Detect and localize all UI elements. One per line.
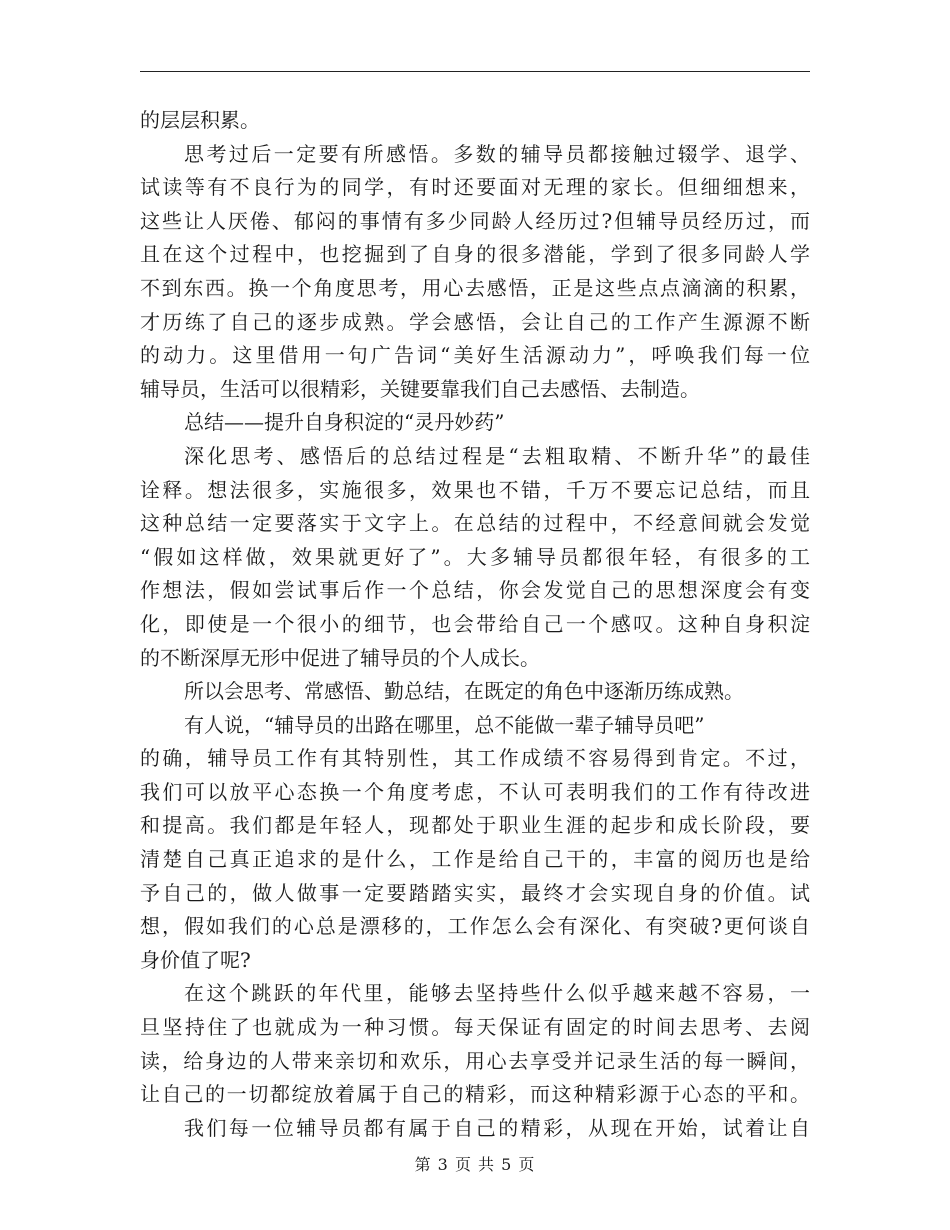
text-line: 所以会思考、常感悟、勤总结，在既定的角色中逐渐历练成熟。 bbox=[184, 679, 744, 704]
text-line: 我们每一位辅导员都有属于自己的精彩，从现在开始，试着让自 bbox=[184, 1115, 810, 1140]
text-line: 的层层积累。 bbox=[140, 108, 260, 132]
text-line: 试读等有不良行为的同学，有时还要面对无理的家长。但细细想来， bbox=[140, 175, 810, 200]
text-line: 让自己的一切都绽放着属于自己的精彩，而这种精彩源于心态的平和。 bbox=[140, 1082, 810, 1107]
text-line: 且在这个过程中，也挖掘到了自身的很多潜能，学到了很多同龄人学 bbox=[140, 242, 810, 267]
text-line: 深化思考、感悟后的总结过程是“去粗取精、不断升华”的最佳 bbox=[184, 443, 810, 468]
text-line: 的不断深厚无形中促进了辅导员的个人成长。 bbox=[140, 645, 540, 670]
document-body bbox=[140, 104, 810, 1145]
text-line: 的动力。这里借用一句广告词“美好生活源动力”，呼唤我们每一位 bbox=[140, 343, 810, 368]
text-line: 读，给身边的人带来亲切和欢乐，用心去享受并记录生活的每一瞬间， bbox=[140, 1048, 810, 1073]
text-line: 予自己的，做人做事一定要踏踏实实，最终才会实现自身的价值。试 bbox=[140, 880, 810, 905]
header-rule bbox=[140, 71, 810, 72]
text-line: 和提高。我们都是年轻人，现都处于职业生涯的起步和成长阶段，要 bbox=[140, 813, 810, 838]
text-line: 才历练了自己的逐步成熟。学会感悟，会让自己的工作产生源源不断 bbox=[140, 309, 810, 334]
text-line: 化，即使是一个很小的细节，也会带给自己一个感叹。这种自身积淀 bbox=[140, 611, 810, 636]
text-line: “假如这样做，效果就更好了”。大多辅导员都很年轻，有很多的工 bbox=[140, 544, 810, 569]
text-line: 有人说，“辅导员的出路在哪里，总不能做一辈子辅导员吧” bbox=[184, 712, 705, 737]
text-line: 作想法，假如尝试事后作一个总结，你会发觉自己的思想深度会有变 bbox=[140, 578, 810, 603]
text-line: 辅导员，生活可以很精彩，关键要靠我们自己去感悟、去制造。 bbox=[140, 376, 700, 401]
text-line: 旦坚持住了也就成为一种习惯。每天保证有固定的时间去思考、去阅 bbox=[140, 1015, 810, 1040]
text-line: 这种总结一定要落实于文字上。在总结的过程中，不经意间就会发觉 bbox=[140, 511, 810, 536]
section-heading: 总结——提升自身积淀的“灵丹妙药” bbox=[184, 410, 505, 435]
text-line: 的确，辅导员工作有其特别性，其工作成绩不容易得到肯定。不过， bbox=[140, 746, 810, 771]
text-line: 想，假如我们的心总是漂移的，工作怎么会有深化、有突破?更何谈自 bbox=[140, 914, 810, 939]
text-line: 在这个跳跃的年代里，能够去坚持些什么似乎越来越不容易，一 bbox=[184, 981, 810, 1006]
page-number-label: 第 3 页 共 5 页 bbox=[414, 1155, 536, 1174]
text-line: 不到东西。换一个角度思考，用心去感悟，正是这些点点滴滴的积累， bbox=[140, 275, 810, 300]
page-footer bbox=[0, 1152, 950, 1175]
text-line: 思考过后一定要有所感悟。多数的辅导员都接触过辍学、退学、 bbox=[184, 141, 810, 166]
text-line: 清楚自己真正追求的是什么，工作是给自己干的，丰富的阅历也是给 bbox=[140, 847, 810, 872]
text-line: 我们可以放平心态换一个角度考虑，不认可表明我们的工作有待改进 bbox=[140, 779, 810, 804]
text-line: 身价值了呢? bbox=[140, 947, 251, 972]
text-line: 诠释。想法很多，实施很多，效果也不错，千万不要忘记总结，而且 bbox=[140, 477, 810, 502]
text-line: 这些让人厌倦、郁闷的事情有多少同龄人经历过?但辅导员经历过，而 bbox=[140, 208, 810, 233]
